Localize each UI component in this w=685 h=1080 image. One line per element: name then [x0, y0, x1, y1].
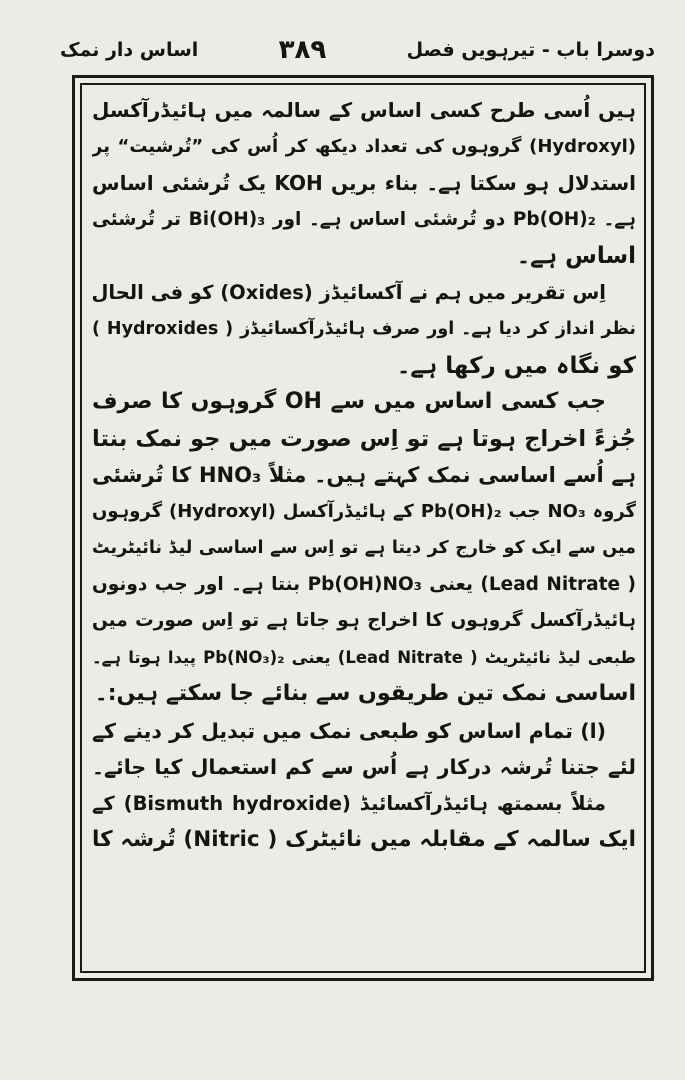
- text-line: مثلاً بسمتھ ہائیڈرآکسائیڈ (Bismuth hydroxide) کے: [92, 791, 607, 815]
- text-line: اِس تقریر میں ہم نے آکسائیڈز (Oxides) کو فی الحال: [92, 280, 606, 304]
- text-line: جُزءً اخراج ہوتا ہے تو اِس صورت میں جو نمک بنتا: [92, 425, 636, 452]
- text-line: ہائیڈرآکسل گروہوں کا اخراج ہو جاتا ہے تو اِس صورت میں: [92, 610, 636, 631]
- section-heading: اساس دار نمک: [60, 39, 199, 61]
- text-line: کو نگاہ میں رکھا ہے۔: [396, 352, 636, 379]
- text-line: اساس ہے۔: [516, 243, 636, 269]
- text-line: (Hydroxyl) گروہوں کی تعداد دیکھ کر اُس کی ”تُرشیت“ پر: [92, 135, 636, 157]
- text-line: اساسی نمک تین طریقوں سے بنائے جا سکتے ہیں:۔: [94, 681, 636, 706]
- text-line: جب کسی اساس میں سے OH گروہوں کا صرف: [92, 389, 606, 414]
- text-line: ہے۔ Pb(OH)₂ دو تُرشئی اساس ہے۔ اور Bi(OH)₃ تر تُرشئی: [92, 208, 636, 230]
- text-line: ایک سالمہ کے مقابلہ میں نائیٹرک ( Nitric) تُرشہ کا: [92, 827, 636, 852]
- text-line: نظر انداز کر دیا ہے۔ اور صرف ہائیڈرآکسائیڈز ( Hydroxides ): [92, 319, 636, 339]
- text-line: طبعی لیڈ نائیٹریٹ ( Lead Nitrate) یعنی Pb(NO₃)₂ پیدا ہوتا ہے۔: [92, 647, 636, 667]
- page-header: [60, 30, 655, 70]
- text-line: میں سے ایک کو خارج کر دیتا ہے تو اِس سے اساسی لیڈ نائیٹریٹ: [92, 538, 636, 558]
- text-line: لئے جتنا تُرشہ درکار ہے اُس سے کم استعمال کیا جائے۔: [92, 755, 636, 779]
- text-line: استدلال ہو سکتا ہے۔ بناء بریں KOH یک تُرشئی اساس: [92, 171, 636, 195]
- text-line: (ا) تمام اساس کو طبعی نمک میں تبدیل کر دینے کے: [92, 718, 606, 743]
- page-number: ۳۸۹: [278, 35, 327, 65]
- chapter-heading: دوسرا باب - تیرہویں فصل: [406, 39, 655, 61]
- text-line: ہیں اُسی طرح کسی اساس کے سالمہ میں ہائیڈرآکسل: [92, 98, 636, 122]
- body-text: [92, 92, 636, 968]
- text-line: ( Lead Nitrate) یعنی Pb(OH)NO₃ بنتا ہے۔ اور جب دونوں: [92, 573, 636, 595]
- text-line: ہے اُسے اساسی نمک کہتے ہیں۔ مثلاً HNO₃ کا تُرشئی: [92, 463, 636, 487]
- text-line: گروہ NO₃ جب Pb(OH)₂ کے ہائیڈرآکسل (Hydroxyl) گروہوں: [92, 500, 636, 522]
